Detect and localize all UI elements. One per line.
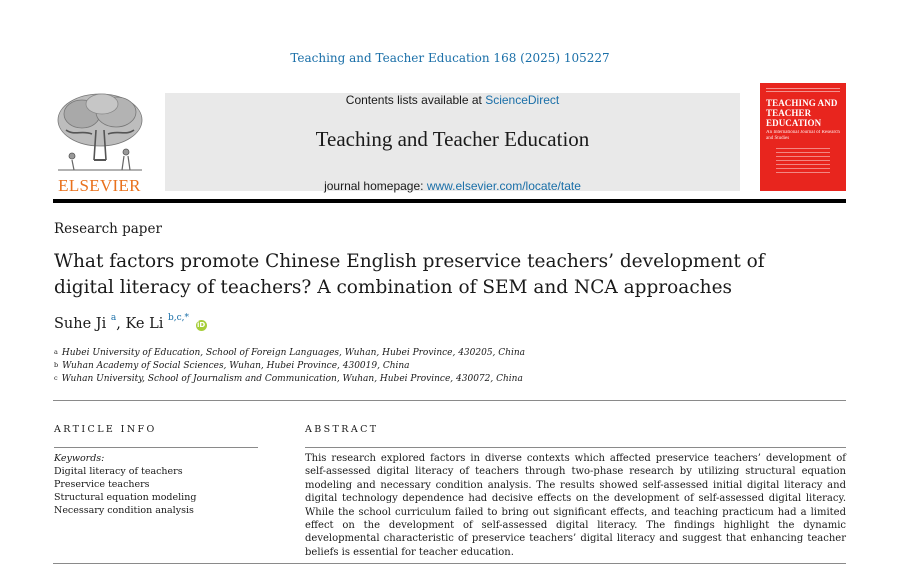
- elsevier-wordmark: ELSEVIER: [58, 176, 141, 195]
- journal-homepage-link[interactable]: www.elsevier.com/locate/tate: [426, 179, 581, 193]
- affiliation-item: [54, 347, 525, 360]
- author-name[interactable]: Suhe Ji: [54, 316, 107, 332]
- tree-icon: [52, 90, 147, 176]
- affiliation-text: Wuhan University, School of Journalism and Communication, Wuhan, Hubei Province, 430072, China: [61, 374, 523, 384]
- article-info-divider: [54, 447, 258, 448]
- journal-citation-link[interactable]: Teaching and Teacher Education 168 (2025) 105227: [290, 51, 610, 65]
- affiliation-text: Wuhan Academy of Social Sciences, Wuhan, Hubei Province, 430019, China: [62, 361, 410, 371]
- cover-subtitle: An International Journal of Research and Studies: [766, 130, 840, 141]
- affiliation-mark: c: [54, 374, 58, 382]
- keywords-label: Keywords:: [54, 453, 105, 464]
- journal-header: [165, 93, 740, 191]
- abstract-text: This research explored factors in diverse contexts which affected preservice teachers’ development of self-assessed digital literacy of teachers through two-phase research by utilizing structural equation modeling and necessary condition analysis. The results showed self-assessed initial digital literacy and digital technology dependence had decisive effects on the development of self-assessed digital literacy. While the school curriculum failed to bring out significant effects, and teaching practicum had a limited effect on the development of self-assessed digital literacy. The findings highlight the dynamic developmental characteristic of preservice teachers’ digital literacy and suggest that enhancing teacher beliefs is essential for teacher education.: [305, 453, 846, 558]
- homepage-prefix: journal homepage:: [324, 179, 427, 193]
- header-divider: [53, 199, 846, 203]
- affiliation-item: [54, 360, 525, 373]
- keyword-item[interactable]: Preservice teachers: [54, 479, 150, 490]
- cover-decorative-lines: [766, 148, 840, 173]
- homepage-line: [165, 179, 740, 193]
- bottom-divider: [53, 563, 846, 564]
- article-type: Research paper: [54, 221, 162, 237]
- abstract-divider: [305, 447, 846, 448]
- affiliation-text: Hubei University of Education, School of Foreign Languages, Wuhan, Hubei Province, 430205, China: [61, 348, 526, 358]
- sciencedirect-link[interactable]: ScienceDirect: [485, 93, 560, 107]
- author-list: [54, 313, 207, 332]
- abstract-heading: ABSTRACT: [305, 424, 379, 435]
- orcid-icon[interactable]: iD: [197, 321, 206, 329]
- article-info-heading: ARTICLE INFO: [54, 424, 157, 435]
- affiliation-list: [54, 347, 525, 386]
- elsevier-logo[interactable]: [52, 90, 147, 194]
- keyword-item[interactable]: Structural equation modeling: [54, 492, 197, 503]
- cover-title: TEACHING AND TEACHER EDUCATION: [766, 98, 838, 128]
- journal-title: Teaching and Teacher Education: [315, 127, 590, 151]
- contents-line: [165, 93, 740, 107]
- keyword-item[interactable]: Necessary condition analysis: [54, 505, 194, 516]
- keyword-item[interactable]: Digital literacy of teachers: [54, 466, 183, 477]
- keywords-block: [54, 452, 196, 517]
- section-divider: [53, 400, 846, 401]
- author-affiliation-mark[interactable]: a: [110, 313, 117, 323]
- affiliation-item: [54, 373, 525, 386]
- author-name[interactable]: Ke Li: [125, 316, 164, 332]
- article-title: What factors promote Chinese English preservice teachers’ development of digital literacy of teachers? A combination of SEM and NCA approaches: [54, 251, 765, 298]
- cover-header-lines: [766, 88, 840, 92]
- journal-cover[interactable]: [760, 83, 846, 191]
- affiliation-mark: a: [54, 348, 58, 356]
- affiliation-mark: b: [54, 361, 59, 369]
- author-affiliation-mark[interactable]: b,c,*: [167, 313, 190, 323]
- contents-prefix: Contents lists available at: [345, 93, 486, 107]
- author-separator: ,: [116, 316, 126, 332]
